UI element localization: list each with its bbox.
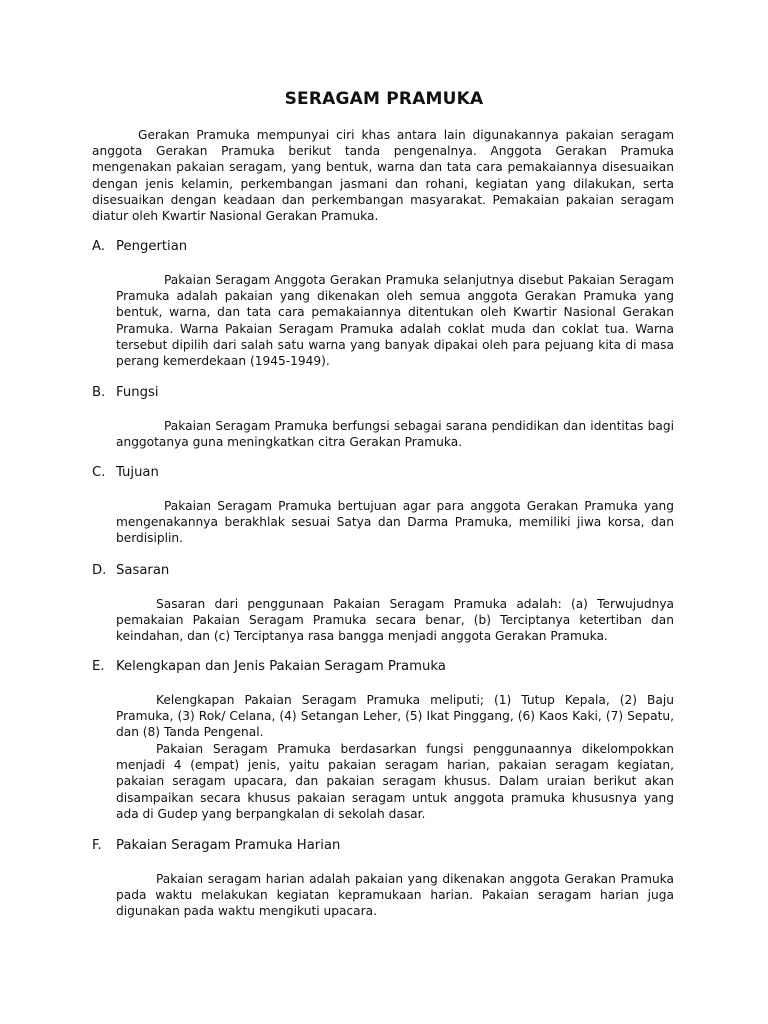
paragraph-tujuan: Pakaian Seragam Pramuka bertujuan agar para anggota Gerakan Pramuka yang mengenakannya berakhlak sesuai Satya dan Darma Pramuka, memiliki jiwa korsa, dan berdisiplin. — [116, 499, 674, 546]
section-heading-harian — [92, 837, 340, 855]
section-title: Pakaian Seragam Pramuka Harian — [116, 838, 341, 853]
section-letter: A. — [92, 239, 105, 254]
page-title: SERAGAM PRAMUKA — [284, 89, 484, 109]
section-heading-sasaran — [92, 562, 169, 580]
section-title: Tujuan — [116, 465, 159, 480]
paragraph-kelengkapan: Kelengkapan Pakaian Seragam Pramuka meliputi; (1) Tutup Kepala, (2) Baju Pramuka, (3) Rok/ Celana, (4) Setangan Leher, (5) Ikat Pinggang, (6) Kaos Kaki, (7) Sepatu, dan (8) Tanda Pengenal. — [116, 693, 674, 740]
section-title: Fungsi — [116, 385, 159, 400]
section-letter: E. — [92, 659, 105, 674]
section-title: Sasaran — [116, 563, 170, 578]
paragraph-sasaran: Sasaran dari penggunaan Pakaian Seragam Pramuka adalah: (a) Terwujudnya pemakaian Pakaian Seragam Pramuka secara benar, (b) Terciptanya ketertiban dan keindahan, dan (c) Terciptanya rasa bangga menjadi anggota Gerakan Pramuka. — [116, 597, 674, 644]
section-letter: F. — [92, 838, 102, 853]
section-heading-tujuan — [92, 464, 159, 482]
section-letter: D. — [92, 563, 107, 578]
intro-paragraph: Gerakan Pramuka mempunyai ciri khas antara lain digunakannya pakaian seragam anggota Gerakan Pramuka berikut tanda pengenalnya. Anggota Gerakan Pramuka mengenakan pakaian seragam, yang bentuk, warna dan tata cara pemakaiannya disesuaikan dengan jenis kelamin, perkembangan jasmani dan rohani, kegiatan yang dilakukan, serta disesuaikan dengan keadaan dan perkembangan masyarakat. Pemakaian pakaian seragam diatur oleh Kwartir Nasional Gerakan Pramuka. — [92, 128, 674, 224]
section-heading-kelengkapan — [92, 658, 446, 676]
section-title: Pengertian — [116, 239, 188, 254]
paragraph-harian: Pakaian seragam harian adalah pakaian yang dikenakan anggota Gerakan Pramuka pada waktu melakukan kegiatan kepramukaan harian. Pakaian seragam harian juga digunakan pada waktu mengikuti upacara. — [116, 872, 674, 919]
section-title: Kelengkapan dan Jenis Pakaian Seragam Pramuka — [116, 659, 446, 674]
paragraph-fungsi: Pakaian Seragam Pramuka berfungsi sebagai sarana pendidikan dan identitas bagi anggotanya guna meningkatkan citra Gerakan Pramuka. — [116, 419, 674, 450]
paragraph-jenis: Pakaian Seragam Pramuka berdasarkan fungsi penggunaannya dikelompokkan menjadi 4 (empat) jenis, yaitu pakaian seragam harian, pakaian seragam kegiatan, pakaian seragam upacara, dan pakaian seragam khusus. Dalam uraian berikut akan disampaikan secara khusus pakaian seragam untuk anggota pramuka khususnya yang ada di Gudep yang berpangkalan di sekolah dasar. — [116, 742, 674, 821]
paragraph-pengertian: Pakaian Seragam Anggota Gerakan Pramuka selanjutnya disebut Pakaian Seragam Pramuka adalah pakaian yang dikenakan oleh semua anggota Gerakan Pramuka yang bentuk, warna, dan tata cara pemakaiannya ditentukan oleh Kwartir Nasional Gerakan Pramuka. Warna Pakaian Seragam Pramuka adalah coklat muda dan coklat tua. Warna tersebut dipilih dari salah satu warna yang banyak dipakai oleh para pejuang kita di masa perang kemerdekaan (1945-1949). — [116, 273, 674, 369]
section-heading-fungsi — [92, 384, 159, 402]
section-letter: B. — [92, 385, 106, 400]
section-heading-pengertian — [92, 238, 187, 256]
section-letter: C. — [92, 465, 106, 480]
